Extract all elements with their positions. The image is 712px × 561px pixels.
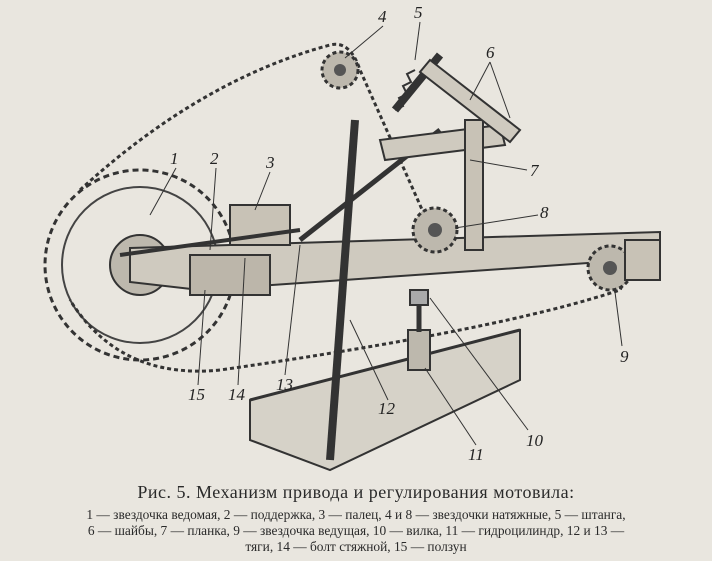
legend-line-2: 6 — шайбы, 7 — планка, 9 — звездочка ведущая, 10 — вилка, 11 — гидроцилиндр, 12 и 13 — <box>87 523 625 538</box>
label-8: 8 <box>540 203 549 222</box>
drive-sprocket-9 <box>588 240 660 290</box>
label-4: 4 <box>378 7 387 26</box>
label-15: 15 <box>188 385 205 404</box>
label-1: 1 <box>170 149 179 168</box>
plank-7 <box>380 125 505 160</box>
label-10: 10 <box>526 431 543 450</box>
fork-10 <box>410 290 428 305</box>
hydraulic-cylinder <box>408 330 430 370</box>
label-14: 14 <box>228 385 245 404</box>
label-12: 12 <box>378 399 395 418</box>
label-13: 13 <box>276 375 293 394</box>
caption-legend <box>6 507 706 555</box>
label-9: 9 <box>620 347 629 366</box>
label-7: 7 <box>530 161 539 180</box>
caption-title: Рис. 5. Механизм привода и регулирования мотовила: <box>137 482 575 502</box>
label-11: 11 <box>468 445 484 464</box>
tension-sprocket-4 <box>322 52 358 88</box>
label-2: 2 <box>210 149 219 168</box>
legend-line-1: 1 — звездочка ведомая, 2 — поддержка, 3 — палец, 4 и 8 — звездочки натяжные, 5 — штанга, <box>86 507 626 522</box>
slider-block <box>190 255 270 295</box>
label-5: 5 <box>414 3 423 22</box>
tension-sprocket-8 <box>413 208 457 252</box>
label-6: 6 <box>486 43 495 62</box>
label-3: 3 <box>266 153 275 172</box>
figure-caption <box>0 482 712 555</box>
legend-line-3: тяги, 14 — болт стяжной, 15 — ползун <box>245 539 467 554</box>
